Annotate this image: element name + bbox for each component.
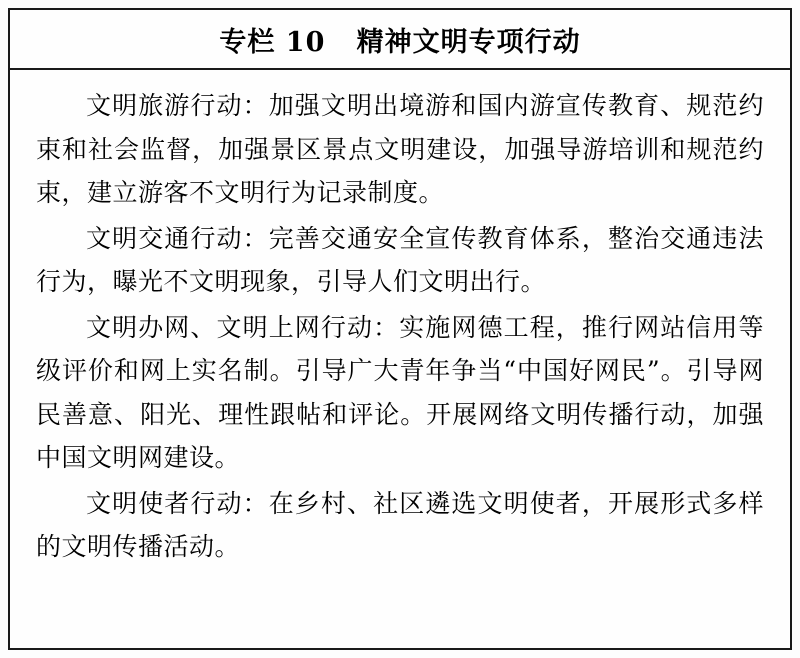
paragraph-3: 文明办网、文明上网行动：实施网德工程，推行网站信用等级评价和网上实名制。引导广大青年争当“中国好网民”。引导网民善意、阳光、理性跟帖和评论。开展网络文明传播行动，加强中国文明网建设。	[36, 312, 764, 472]
paragraph-4: 文明使者行动：在乡村、社区遴选文明使者，开展形式多样的文明传播活动。	[36, 488, 764, 561]
callout-title: 专栏 10 精神文明专项行动	[219, 26, 581, 58]
callout-body	[10, 70, 790, 569]
callout-box	[8, 8, 792, 650]
callout-title-row	[10, 10, 790, 70]
paragraph-2: 文明交通行动：完善交通安全宣传教育体系，整治交通违法行为，曝光不文明现象，引导人们文明出行。	[36, 223, 764, 296]
paragraph-1: 文明旅游行动：加强文明出境游和国内游宣传教育、规范约束和社会监督，加强景区景点文明建设，加强导游培训和规范约束，建立游客不文明行为记录制度。	[36, 91, 764, 207]
